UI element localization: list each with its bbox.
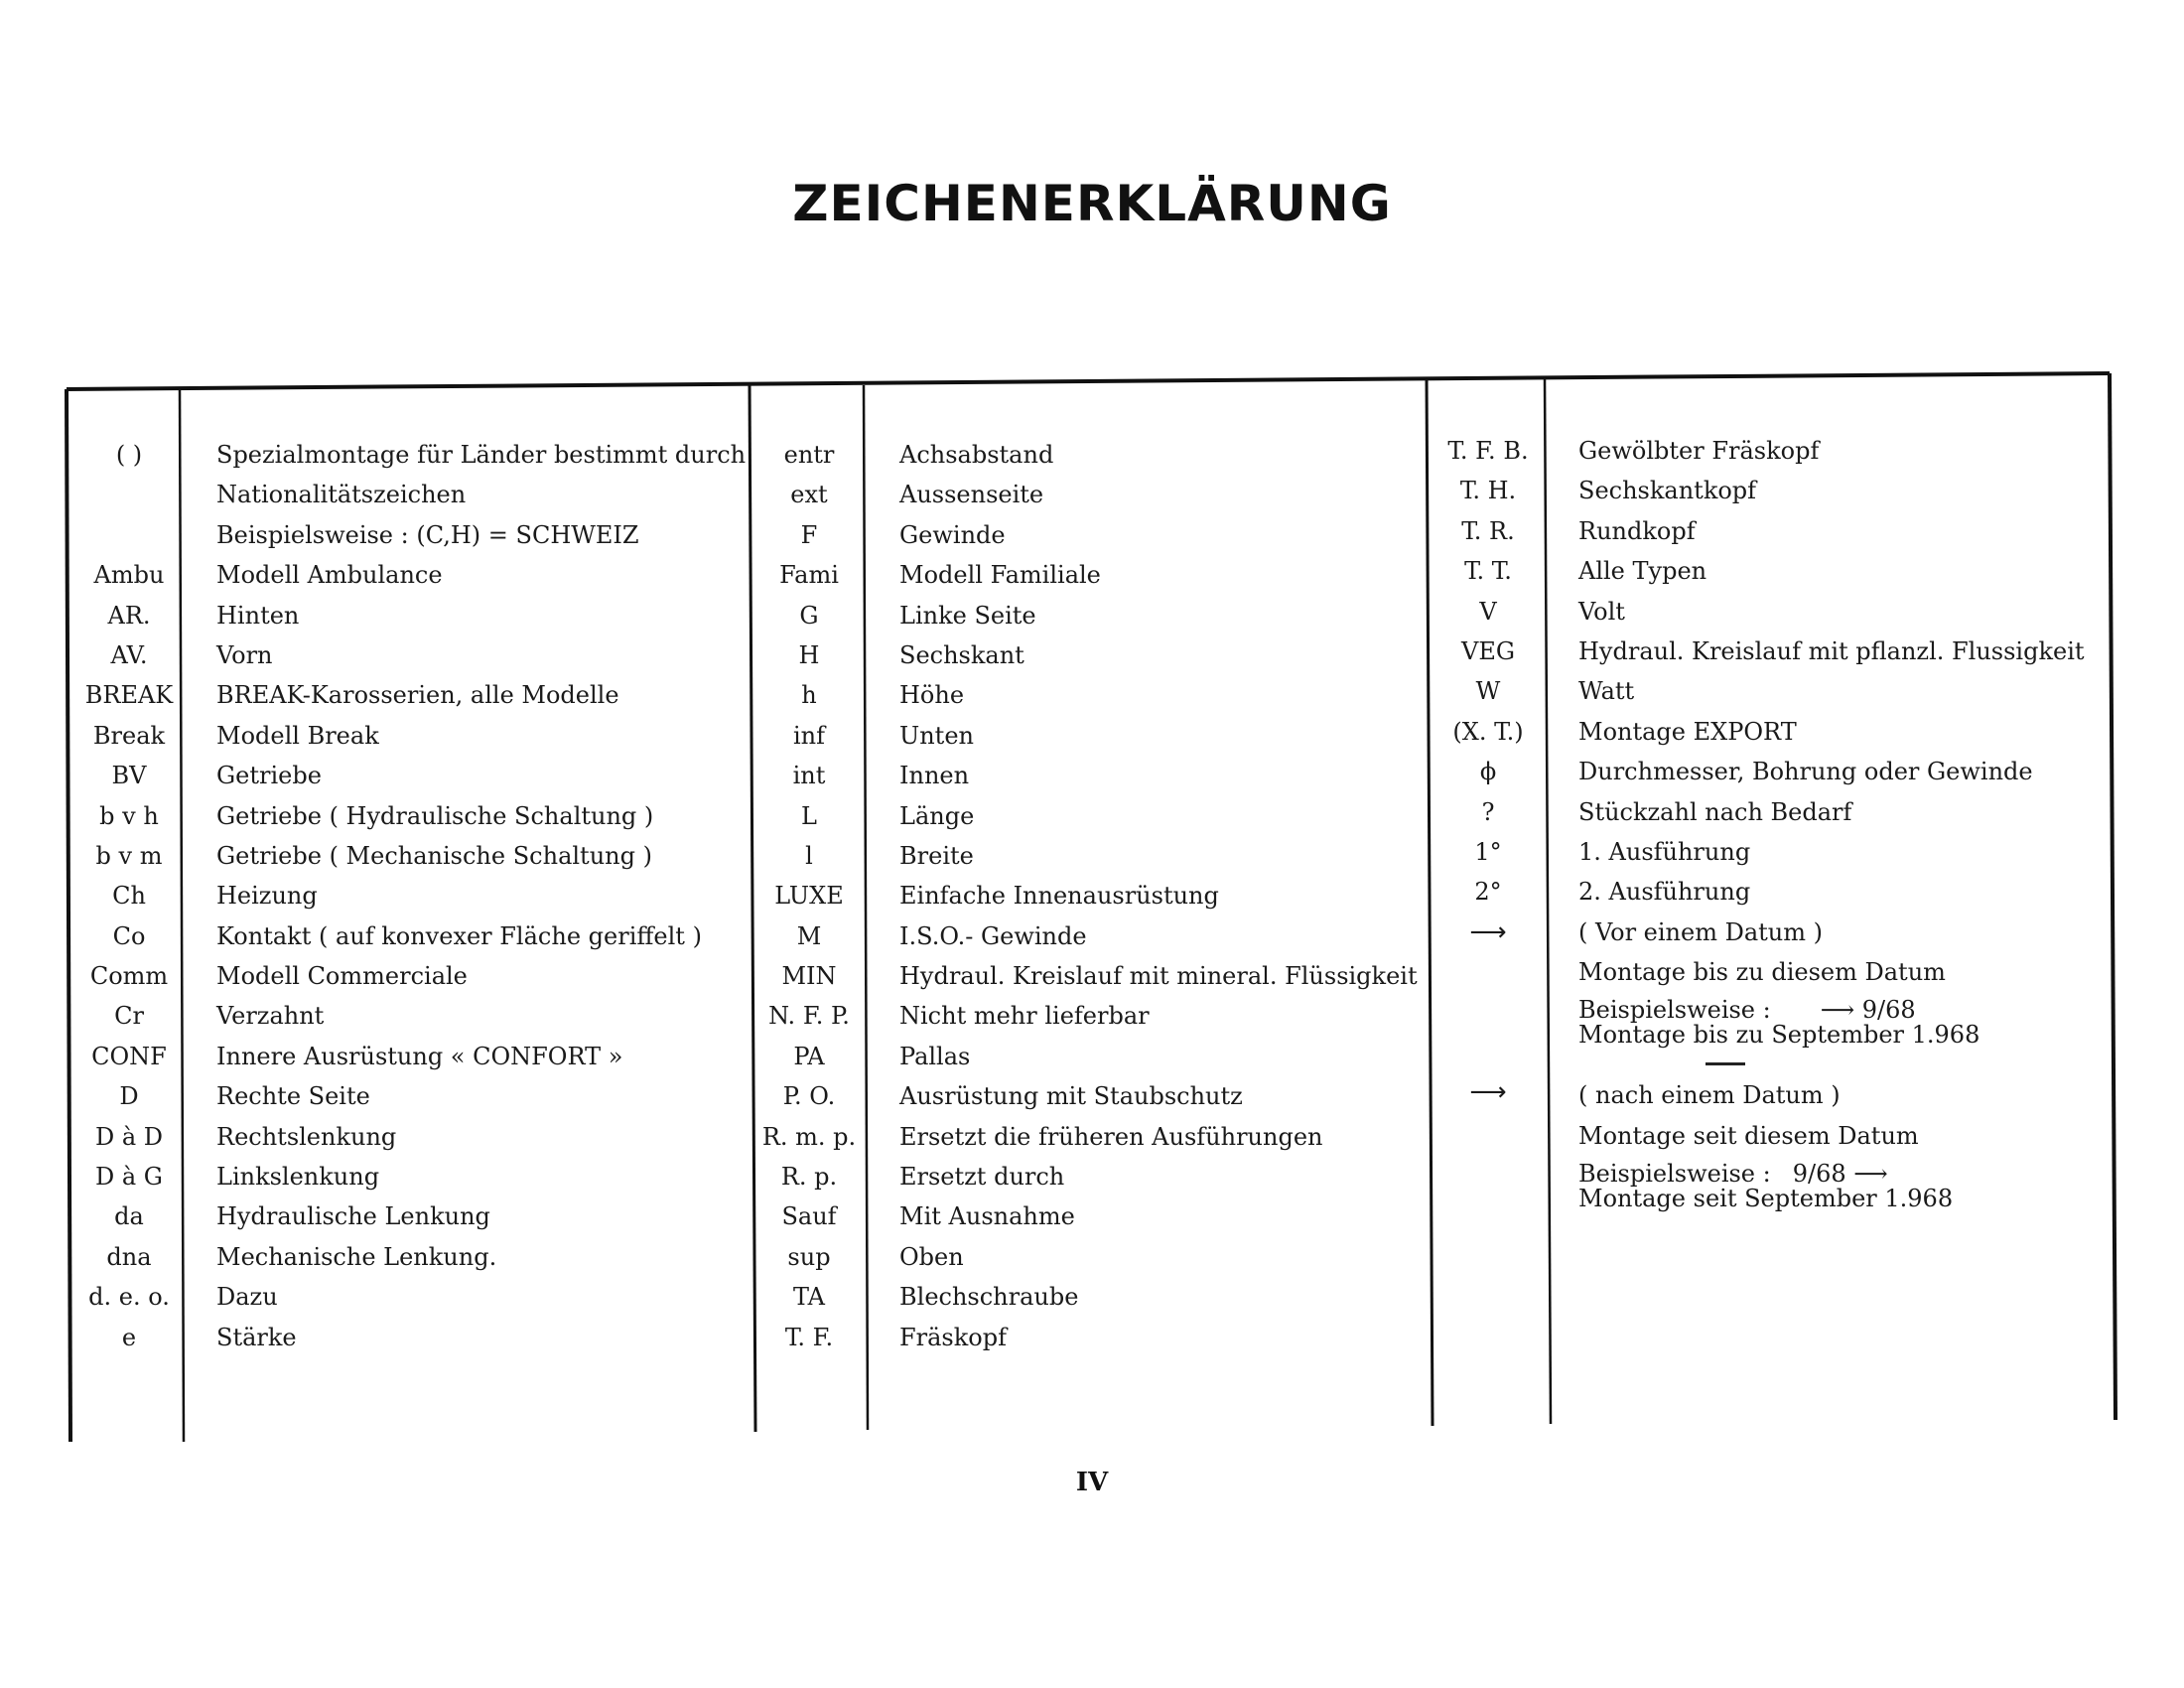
abbr-1-17: D à D [94, 1122, 164, 1151]
page-number: IV [1075, 1468, 1109, 1497]
before-date-line: Montage bis zu diesem Datum [1578, 958, 1946, 987]
desc-2-3: Modell Familiale [899, 561, 1101, 590]
abbr-2-19: Sauf [781, 1202, 837, 1231]
page-title: ZEICHENERKLÄRUNG [792, 175, 1392, 232]
abbr-2-0: entr [783, 441, 835, 469]
desc-1-19: Hydraulische Lenkung [216, 1202, 490, 1231]
abbr-1-2 [68, 515, 191, 555]
abbr-1-16: D [119, 1082, 139, 1111]
abbr-3-2: T. R. [1461, 516, 1515, 545]
abbr-3-5: VEG [1460, 636, 1516, 665]
before-date-example-text: Montage bis zu September 1.968 [1578, 1021, 1980, 1050]
desc-2-1: Aussenseite [899, 481, 1044, 509]
desc-2-18: Ersetzt durch [899, 1163, 1065, 1192]
before-date-title: ( Vor einem Datum ) [1578, 917, 1823, 946]
desc-3-1: Sechskantkopf [1578, 477, 1757, 505]
abbr-2-6: h [801, 681, 817, 710]
after-date-example-text: Montage seit September 1.968 [1578, 1185, 1954, 1213]
abbr-2-22: T. F. [784, 1323, 834, 1351]
abbr-2-4: G [799, 601, 819, 630]
desc-1-17: Rechtslenkung [216, 1122, 397, 1151]
abbr-1-4: AR. [107, 601, 151, 630]
desc-1-16: Rechte Seite [216, 1082, 370, 1111]
desc-1-1: Nationalitätszeichen [216, 481, 467, 509]
desc-3-6: Watt [1578, 677, 1635, 706]
desc-1-8: Getriebe [216, 762, 322, 790]
abbr-2-16: P. O. [782, 1082, 836, 1111]
abbr-2-10: l [805, 841, 813, 870]
abbr-1-19: da [114, 1202, 144, 1231]
abbr-1-13: Comm [89, 962, 169, 991]
abbr-3-9: ? [1481, 797, 1495, 826]
desc-3-2: Rundkopf [1578, 516, 1696, 545]
desc-2-22: Fräskopf [899, 1323, 1007, 1351]
desc-3-11: 2. Ausführung [1578, 878, 1751, 907]
abbr-1-11: Ch [112, 882, 146, 911]
abbr-2-12: M [796, 921, 822, 950]
desc-1-20: Mechanische Lenkung. [216, 1242, 497, 1271]
column3-abbreviations [1433, 431, 1544, 1113]
abbr-1-20: dna [106, 1242, 152, 1271]
abbr-2-17: R. m. p. [761, 1122, 857, 1151]
abbr-2-5: H [798, 640, 820, 669]
desc-2-21: Blechschraube [899, 1283, 1079, 1312]
desc-1-4: Hinten [216, 601, 300, 630]
desc-2-2: Gewinde [899, 520, 1006, 549]
desc-3-0: Gewölbter Fräskopf [1578, 437, 1820, 465]
before-date-example [1578, 998, 2105, 1054]
desc-2-5: Sechskant [899, 640, 1024, 669]
desc-1-7: Modell Break [216, 721, 379, 750]
abbr-2-3: Fami [779, 561, 839, 590]
after-date-example-value: 9/68 ⟶ [1792, 1160, 1888, 1189]
column3-descriptions [1578, 431, 2105, 1217]
after-date-line: Montage seit diesem Datum [1578, 1121, 1919, 1150]
desc-3-4: Volt [1578, 597, 1625, 626]
abbr-2-15: PA [793, 1042, 825, 1070]
desc-1-10: Getriebe ( Mechanische Schaltung ) [216, 841, 652, 870]
desc-1-21: Dazu [216, 1283, 278, 1312]
desc-1-15: Innere Ausrüstung « CONFORT » [216, 1042, 623, 1070]
desc-3-5: Hydraul. Kreislauf mit pflanzl. Flussigkeit [1578, 636, 2085, 665]
desc-2-14: Nicht mehr lieferbar [899, 1002, 1150, 1031]
abbr-1-1 [68, 475, 191, 514]
separator [1578, 1054, 2105, 1075]
before-date-example-value: ⟶ 9/68 [1820, 996, 1916, 1025]
abbr-1-6: BREAK [84, 681, 174, 710]
desc-1-18: Linkslenkung [216, 1163, 380, 1192]
desc-3-7: Montage EXPORT [1578, 717, 1797, 746]
desc-3-3: Alle Typen [1578, 557, 1707, 586]
abbr-3-8: ϕ [1479, 758, 1497, 786]
desc-2-9: Länge [899, 801, 975, 830]
desc-2-6: Höhe [899, 681, 965, 710]
desc-1-22: Stärke [216, 1323, 297, 1351]
abbr-3-11: 2° [1474, 878, 1502, 907]
column2-abbreviations [754, 435, 864, 1357]
desc-1-0: Spezialmontage für Länder bestimmt durch [216, 441, 747, 469]
desc-2-10: Breite [899, 841, 974, 870]
desc-1-11: Heizung [216, 882, 318, 911]
after-date-example-label: Beispielsweise : [1578, 1160, 1771, 1189]
abbr-1-10: b v m [95, 841, 163, 870]
abbr-2-18: R. p. [780, 1163, 838, 1192]
desc-3-9: Stückzahl nach Bedarf [1578, 797, 1852, 826]
desc-2-13: Hydraul. Kreislauf mit mineral. Flüssigkeit [899, 962, 1418, 991]
desc-1-5: Vorn [216, 640, 273, 669]
desc-3-10: 1. Ausführung [1578, 837, 1751, 866]
abbr-2-1: ext [790, 481, 828, 509]
desc-2-8: Innen [899, 762, 970, 790]
before-date-example-label: Beispielsweise : [1578, 996, 1771, 1025]
desc-1-6: BREAK-Karosserien, alle Modelle [216, 681, 619, 710]
desc-1-3: Modell Ambulance [216, 561, 443, 590]
abbr-2-13: MIN [781, 962, 837, 991]
abbr-1-21: d. e. o. [88, 1283, 170, 1312]
desc-1-14: Verzahnt [216, 1002, 325, 1031]
abbr-3-10: 1° [1474, 837, 1502, 866]
desc-2-16: Ausrüstung mit Staubschutz [899, 1082, 1243, 1111]
abbr-1-9: b v h [99, 801, 159, 830]
abbr-1-3: Ambu [93, 561, 165, 590]
after-date-example [1578, 1162, 2105, 1217]
column2-descriptions [899, 435, 1416, 1357]
abbr-2-20: sup [787, 1242, 831, 1271]
abbr-1-5: AV. [110, 640, 148, 669]
abbr-2-9: L [801, 801, 817, 830]
desc-1-12: Kontakt ( auf konvexer Fläche geriffelt ) [216, 921, 702, 950]
abbr-3-4: V [1479, 597, 1497, 626]
abbr-3-7: (X. T.) [1452, 717, 1524, 746]
abbr-1-14: Cr [114, 1002, 144, 1031]
abbr-3-1: T. H. [1459, 477, 1517, 505]
abbr-1-18: D à G [95, 1163, 163, 1192]
desc-2-19: Mit Ausnahme [899, 1202, 1075, 1231]
after-date-arrow-icon: ⟶ [1469, 1077, 1507, 1108]
abbr-2-8: int [792, 762, 826, 790]
abbr-2-14: N. F. P. [768, 1002, 850, 1031]
desc-2-0: Achsabstand [899, 441, 1054, 469]
desc-2-11: Einfache Innenausrüstung [899, 882, 1219, 911]
abbr-3-0: T. F. B. [1447, 437, 1529, 465]
desc-2-12: I.S.O.- Gewinde [899, 921, 1087, 950]
desc-2-15: Pallas [899, 1042, 971, 1070]
desc-1-13: Modell Commerciale [216, 962, 468, 991]
abbr-2-2: F [800, 520, 818, 549]
desc-2-4: Linke Seite [899, 601, 1036, 630]
column1-abbreviations [68, 435, 191, 1357]
before-date-arrow-icon: ⟶ [1469, 916, 1507, 947]
desc-1-2: Beispielsweise : (C,H) = SCHWEIZ [216, 520, 639, 549]
abbr-1-12: Co [112, 921, 146, 950]
abbr-2-21: TA [792, 1283, 826, 1312]
abbr-1-22: e [121, 1323, 137, 1351]
abbr-3-3: T. T. [1464, 557, 1512, 586]
abbr-1-7: Break [92, 721, 166, 750]
after-date-title: ( nach einem Datum ) [1578, 1081, 1841, 1110]
desc-2-7: Unten [899, 721, 974, 750]
abbr-2-11: LUXE [774, 882, 844, 911]
abbr-2-7: inf [792, 721, 825, 750]
desc-2-17: Ersetzt die früheren Ausführungen [899, 1122, 1323, 1151]
desc-1-9: Getriebe ( Hydraulische Schaltung ) [216, 801, 654, 830]
desc-2-20: Oben [899, 1242, 964, 1271]
abbr-1-15: CONF [91, 1042, 167, 1070]
abbr-1-0: ( ) [115, 441, 143, 469]
column1-descriptions [216, 435, 747, 1357]
abbr-1-8: BV [111, 762, 147, 790]
desc-3-8: Durchmesser, Bohrung oder Gewinde [1578, 758, 2033, 786]
abbr-3-6: W [1475, 677, 1501, 706]
